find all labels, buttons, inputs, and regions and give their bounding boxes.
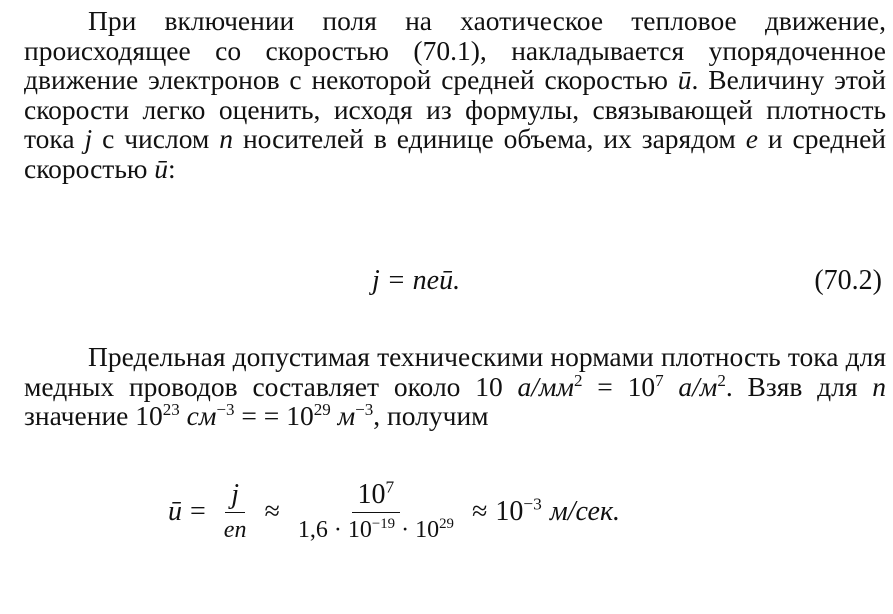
- velocity-estimate-formula: ū = $\frac{j}{en}$ ≈ $\frac{10^7}{1,6 \cdot 10^{-19} \cdot 10^{29}}$ ≈ $10^{-3}$ м/сек.: [168, 477, 621, 543]
- var-j: j: [84, 123, 93, 154]
- formula-lhs: ū: [168, 496, 182, 527]
- equation-number: (70.2): [814, 265, 882, 296]
- result-unit: м/сек.: [549, 496, 621, 527]
- equation-70-2: [0, 265, 886, 305]
- var-n: n: [219, 123, 234, 154]
- paragraph-current-density: Предельная допустимая техническими нормами плотность тока для медных проводов составляет около 10 $а/мм^2 = 10^7$ $а/м^2$. Взяв для n значение $10^{23}$ $см^{-3}$ = = $10^{29}$ $м^{-3}$, получим: [24, 341, 887, 431]
- equation-expression: j = neū.: [372, 265, 461, 296]
- formula-result: $10^{-3}$: [495, 494, 542, 527]
- paragraph-drift-velocity: При включении поля на хаотическое тепловое движение, происходящее со скоростью (70.1), накладывается упорядоченное движение электронов с некоторой средней скоростью ū. Величину этой скорости легко оценить, исходя из формулы, связывающей плотность тока j с числом n носителей в единице объема, их зарядом e и средней скоростью ū:: [24, 5, 886, 184]
- var-u: ū: [154, 152, 169, 184]
- fraction-j-over-en: $\frac{j}{en}$: [223, 478, 247, 543]
- var-e: e: [745, 123, 758, 154]
- var-n: n: [872, 370, 887, 402]
- fraction-numeric: $\frac{10^7}{1,6 \cdot 10^{-19} \cdot 10^{29}}$: [297, 477, 454, 543]
- var-u: ū: [677, 64, 692, 95]
